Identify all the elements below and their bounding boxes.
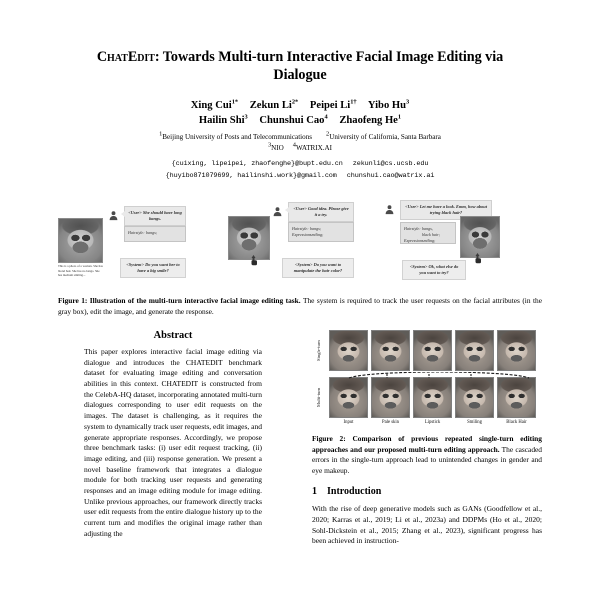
figure-2 <box>312 330 542 430</box>
figure-1-caption <box>58 296 542 317</box>
author-block <box>62 98 538 128</box>
email-block <box>62 159 538 183</box>
figure-2-caption-text: The cascaded errors in the single-turn approach lead to unintended changes in gender and eye makeup. <box>312 444 542 475</box>
paper-title-line2: Dialogue <box>273 67 327 84</box>
system-message-bubble: <System> Do you want her to have a big smile? <box>120 258 186 278</box>
author: Hailin Shi$^3$ <box>198 113 248 127</box>
user-message-bubble: <User> Let me have a look. Emm, how about trying black hair? <box>400 200 492 220</box>
figure-2-cell <box>497 377 536 418</box>
figure-2-cell <box>329 330 368 371</box>
attribute-row: Hairstyle:bangs, <box>404 225 433 231</box>
edit-hand-pointer-icon <box>248 254 260 266</box>
user-avatar-icon <box>272 206 283 217</box>
figure-2-col-label-lipstick: Lipstick <box>424 420 441 425</box>
left-column <box>58 330 288 539</box>
right-column <box>312 330 542 547</box>
figure-2-cell <box>413 330 452 371</box>
figure-2-cell <box>371 330 410 371</box>
affiliation-line-1: $^1$Beijing University of Posts and Telecommunications $^2$University of California, Santa Barbara <box>159 131 441 142</box>
section-title: Introduction <box>327 486 382 498</box>
author-line-1 <box>62 98 538 113</box>
figure-2-row-label-multi-turn: Multi-turn <box>316 387 321 407</box>
page-title <box>62 48 538 84</box>
figure-1 <box>58 192 542 290</box>
attribute-row: Expression:smiling; <box>292 232 324 238</box>
figure-2-col-label-smiling: Smiling <box>467 420 482 425</box>
author: Xing Cui$^{1*}$ <box>190 98 239 112</box>
author-line-2 <box>62 113 538 128</box>
abstract-paragraph: This paper explores interactive facial image editing via dialogue and introduces the CHATEDIT benchmark dataset for evaluating image editing and conversation abilities in this context. CHATEDIT is constructed from the CelebA-HQ dataset, incorporating annotated multi-turn dialogues corresponding to user edit requests on the images. The dataset is challenging, as it requires the system to dynamically track user requests, edit images, and generate appropriate responses. Accordingly, we propose three benchmark tasks: (i) user edit request tracking, (ii) image editing, and (iii) response generation. We present a novel baseline framework that integrates a dialogue module for both tracking user requests and generating responses and an image editing module for image editing. Unlike previous approaches, our framework directly tracks user edit requests from the entire dialogue history up to the current turn and modifies the original image rather than adjusting the <box>84 347 262 538</box>
email-address: {cuixing, lipeipei, zhaofenghe}@bupt.edu.cn <box>171 159 343 168</box>
system-message-bubble: <System> Ok, what else do you want to try? <box>402 260 466 280</box>
attribute-row: Hairstyle:bangs; <box>128 229 158 235</box>
input-image-description: This is a photo of a woman. She has blond hair. She has no bangs. She has medium smiling... <box>58 264 103 277</box>
affiliation-block <box>36 132 564 153</box>
figure-2-cell <box>329 377 368 418</box>
attribute-row: black hair; <box>422 232 441 238</box>
abstract-heading: Abstract <box>153 330 193 341</box>
attribute-state-box <box>124 226 186 242</box>
figure-2-col-label-input: Input <box>343 420 354 425</box>
figure-2-col-label-black-hair: Black Hair <box>506 420 527 425</box>
attribute-row: Expression:smiling; <box>404 238 436 244</box>
paper-title-rest: : Towards Multi-turn Interactive Facial Image Editing via <box>154 49 504 65</box>
figure-2-cell <box>455 330 494 371</box>
affiliation-line-2: $^3$NIO $^4$WATRIX.AI <box>267 141 333 153</box>
figure-2-cell <box>413 377 452 418</box>
user-message-bubble: <User> Good idea. Please give it a try. <box>288 202 354 222</box>
figure-2-row-label-single-turn: Single-turn <box>316 340 321 362</box>
email-address: {huyibo871079699, hailinshi.work}@gmail.com <box>165 171 337 180</box>
body-columns <box>58 330 542 600</box>
figure-2-caption-bold: Figure 2: Comparison of previous repeated single-turn editing approaches and our proposed multi-turn editing approach. <box>312 434 542 454</box>
user-message-bubble: <User> She should have long bangs. <box>124 206 186 226</box>
edit-hand-pointer-icon <box>472 252 484 264</box>
figure-1-caption-text: The system is required to track the user requests on the facial attributes (in the gray box), edit the image, and generate the response. <box>58 296 542 316</box>
figure-2-caption <box>312 434 542 476</box>
figure-2-cell <box>455 377 494 418</box>
figure-2-flow-arrows-icon <box>329 372 541 380</box>
section-number: 1 <box>312 486 317 498</box>
attribute-state-box <box>288 222 354 242</box>
author: Chunshui Cao$^4$ <box>259 113 328 127</box>
figure-2-cell <box>371 377 410 418</box>
figure-2-col-label-pale-skin: Pale skin <box>381 420 400 425</box>
attribute-state-box <box>400 222 456 244</box>
author: Zhaofeng He$^1$ <box>339 113 402 127</box>
system-message-bubble: <System> Do you want to manipulate the hair color? <box>282 258 354 278</box>
email-address: zekunli@cs.ucsb.edu <box>352 159 429 168</box>
input-face-image <box>58 218 103 263</box>
section-heading-introduction <box>312 486 542 497</box>
title-block <box>62 48 538 84</box>
figure-2-cell <box>497 330 536 371</box>
author: Peipei $Li^{1\dagger}$ <box>309 98 357 112</box>
email-line-1 <box>62 159 538 171</box>
user-avatar-icon <box>384 204 395 215</box>
introduction-paragraph: With the rise of deep generative models such as GANs (Goodfellow et al., 2020; Karras et al., 2019; Li et al., 2023a) and DDPMs (Ho et al., 2020; Sohl-Dickstein et al., 2015; Zhang et al., 2023), significant progress has been achieved in instruction- <box>312 504 542 546</box>
author: Yibo Hu$^3$ <box>367 98 410 112</box>
attribute-row: Hairstyle:bangs; <box>292 225 322 231</box>
email-address: chunshui.cao@watrix.ai <box>346 171 435 180</box>
user-avatar-icon <box>108 210 119 221</box>
figure-1-caption-bold: Figure 1: Illustration of the multi-turn interactive facial image editing task. <box>58 296 301 306</box>
email-line-2 <box>62 171 538 183</box>
paper-title-acronym: ChatEdit <box>96 49 155 65</box>
author: Zekun $Li^{2*}$ <box>249 98 299 112</box>
